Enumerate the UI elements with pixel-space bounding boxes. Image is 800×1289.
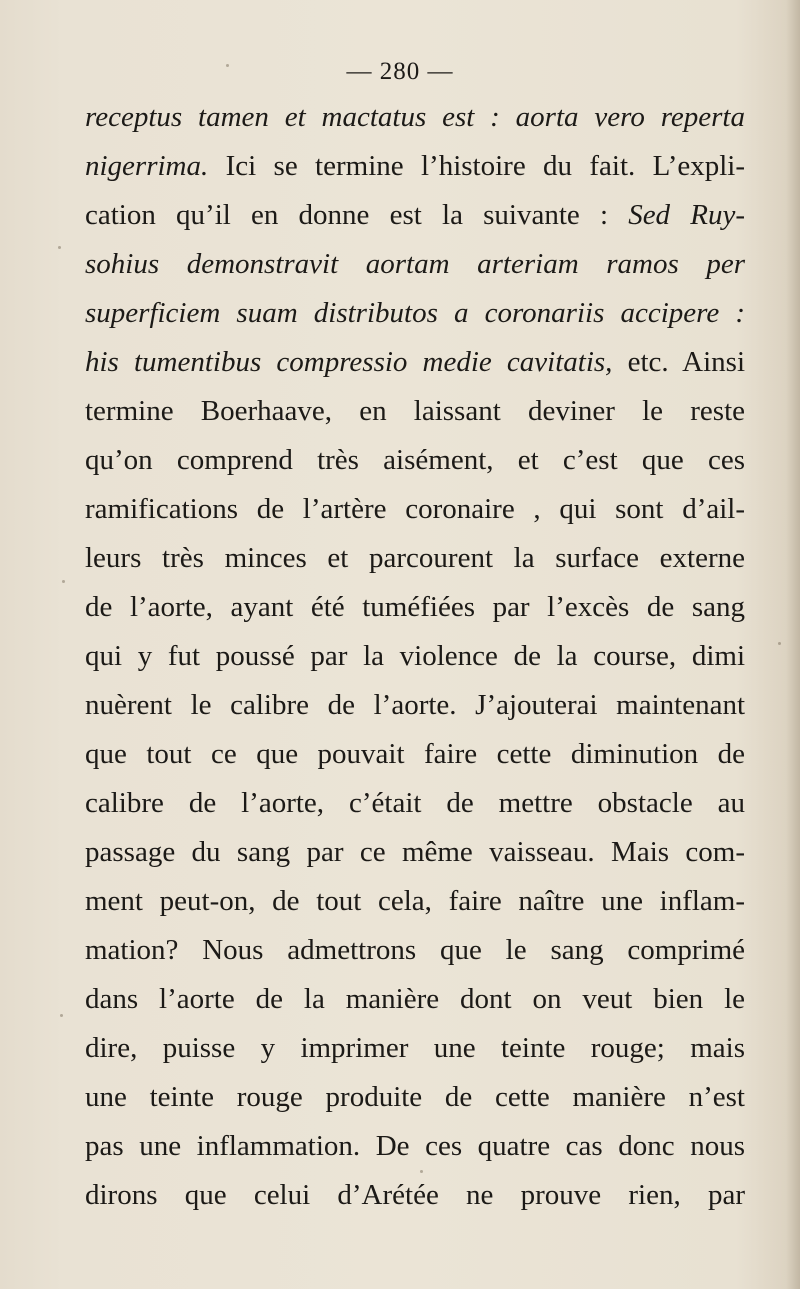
line-segment: receptus tamen et mactatus est : aorta vero reperta	[85, 101, 745, 133]
text-line	[85, 387, 745, 436]
text-line	[85, 191, 745, 240]
text-line	[85, 779, 745, 828]
body-text	[85, 93, 745, 1220]
text-line	[85, 240, 745, 289]
line-segment: dirons que celui d’Arétée ne prouve rien, par	[85, 1179, 745, 1211]
text-line	[85, 877, 745, 926]
line-segment: ramifications de l’artère coronaire , qui sont d’ail-	[85, 493, 745, 525]
text-line	[85, 828, 745, 877]
page-edge-shadow	[786, 0, 800, 1289]
line-segment: leurs très minces et parcourent la surface externe	[85, 542, 745, 574]
text-line	[85, 1024, 745, 1073]
text-line	[85, 632, 745, 681]
line-segment: qui y fut poussé par la violence de la course, dimi	[85, 640, 745, 672]
line-segment: mation? Nous admettrons que le sang comprimé	[85, 934, 745, 966]
text-line	[85, 1073, 745, 1122]
text-line	[85, 975, 745, 1024]
text-line	[85, 1122, 745, 1171]
text-line	[85, 289, 745, 338]
line-segment: de l’aorte, ayant été tuméfiées par l’excès de sang	[85, 591, 745, 623]
text-line	[85, 534, 745, 583]
line-segment: dire, puisse y imprimer une teinte rouge; mais	[85, 1032, 745, 1064]
line-segment: que tout ce que pouvait faire cette diminution de	[85, 738, 745, 770]
line-segment: pas une inflammation. De ces quatre cas donc nous	[85, 1130, 745, 1162]
text-line	[85, 338, 745, 387]
text-line	[85, 436, 745, 485]
line-segment: calibre de l’aorte, c’était de mettre obstacle au	[85, 787, 745, 819]
text-line	[85, 1171, 745, 1220]
line-segment: etc. Ainsi	[612, 346, 746, 378]
text-line	[85, 485, 745, 534]
text-line	[85, 142, 745, 191]
paper-speck	[62, 580, 65, 583]
text-line	[85, 730, 745, 779]
text-line	[85, 583, 745, 632]
line-segment: passage du sang par ce même vaisseau. Mais com-	[85, 836, 745, 868]
line-segment: cation qu’il en donne est la suivante :	[85, 199, 629, 231]
line-segment: termine Boerhaave, en laissant deviner le reste	[85, 395, 745, 427]
paper-speck	[420, 1170, 423, 1173]
line-segment: qu’on comprend très aisément, et c’est que ces	[85, 444, 745, 476]
line-segment: Ici se termine l’histoire du fait. L’expli-	[208, 150, 745, 182]
paper-speck	[60, 1014, 63, 1017]
paper-speck	[58, 246, 61, 249]
line-segment: ment peut-on, de tout cela, faire naître une inflam-	[85, 885, 745, 917]
line-segment: nuèrent le calibre de l’aorte. J’ajouterai maintenant	[85, 689, 745, 721]
text-line	[85, 681, 745, 730]
line-segment: sohius demonstravit aortam arteriam ramos per	[85, 248, 745, 280]
line-segment: Sed Ruy-	[628, 199, 745, 231]
line-segment: his tumentibus compressio medie cavitatis,	[85, 346, 613, 378]
line-segment: nigerrima.	[85, 150, 209, 182]
line-segment: dans l’aorte de la manière dont on veut bien le	[85, 983, 745, 1015]
text-line	[85, 93, 745, 142]
text-line	[85, 926, 745, 975]
page-number: — 280 —	[346, 58, 454, 85]
paper-speck	[226, 64, 229, 67]
line-segment: superficiem suam distributos a coronariis accipere :	[85, 297, 745, 329]
paper-speck	[778, 642, 781, 645]
line-segment: une teinte rouge produite de cette manière n’est	[85, 1081, 745, 1113]
